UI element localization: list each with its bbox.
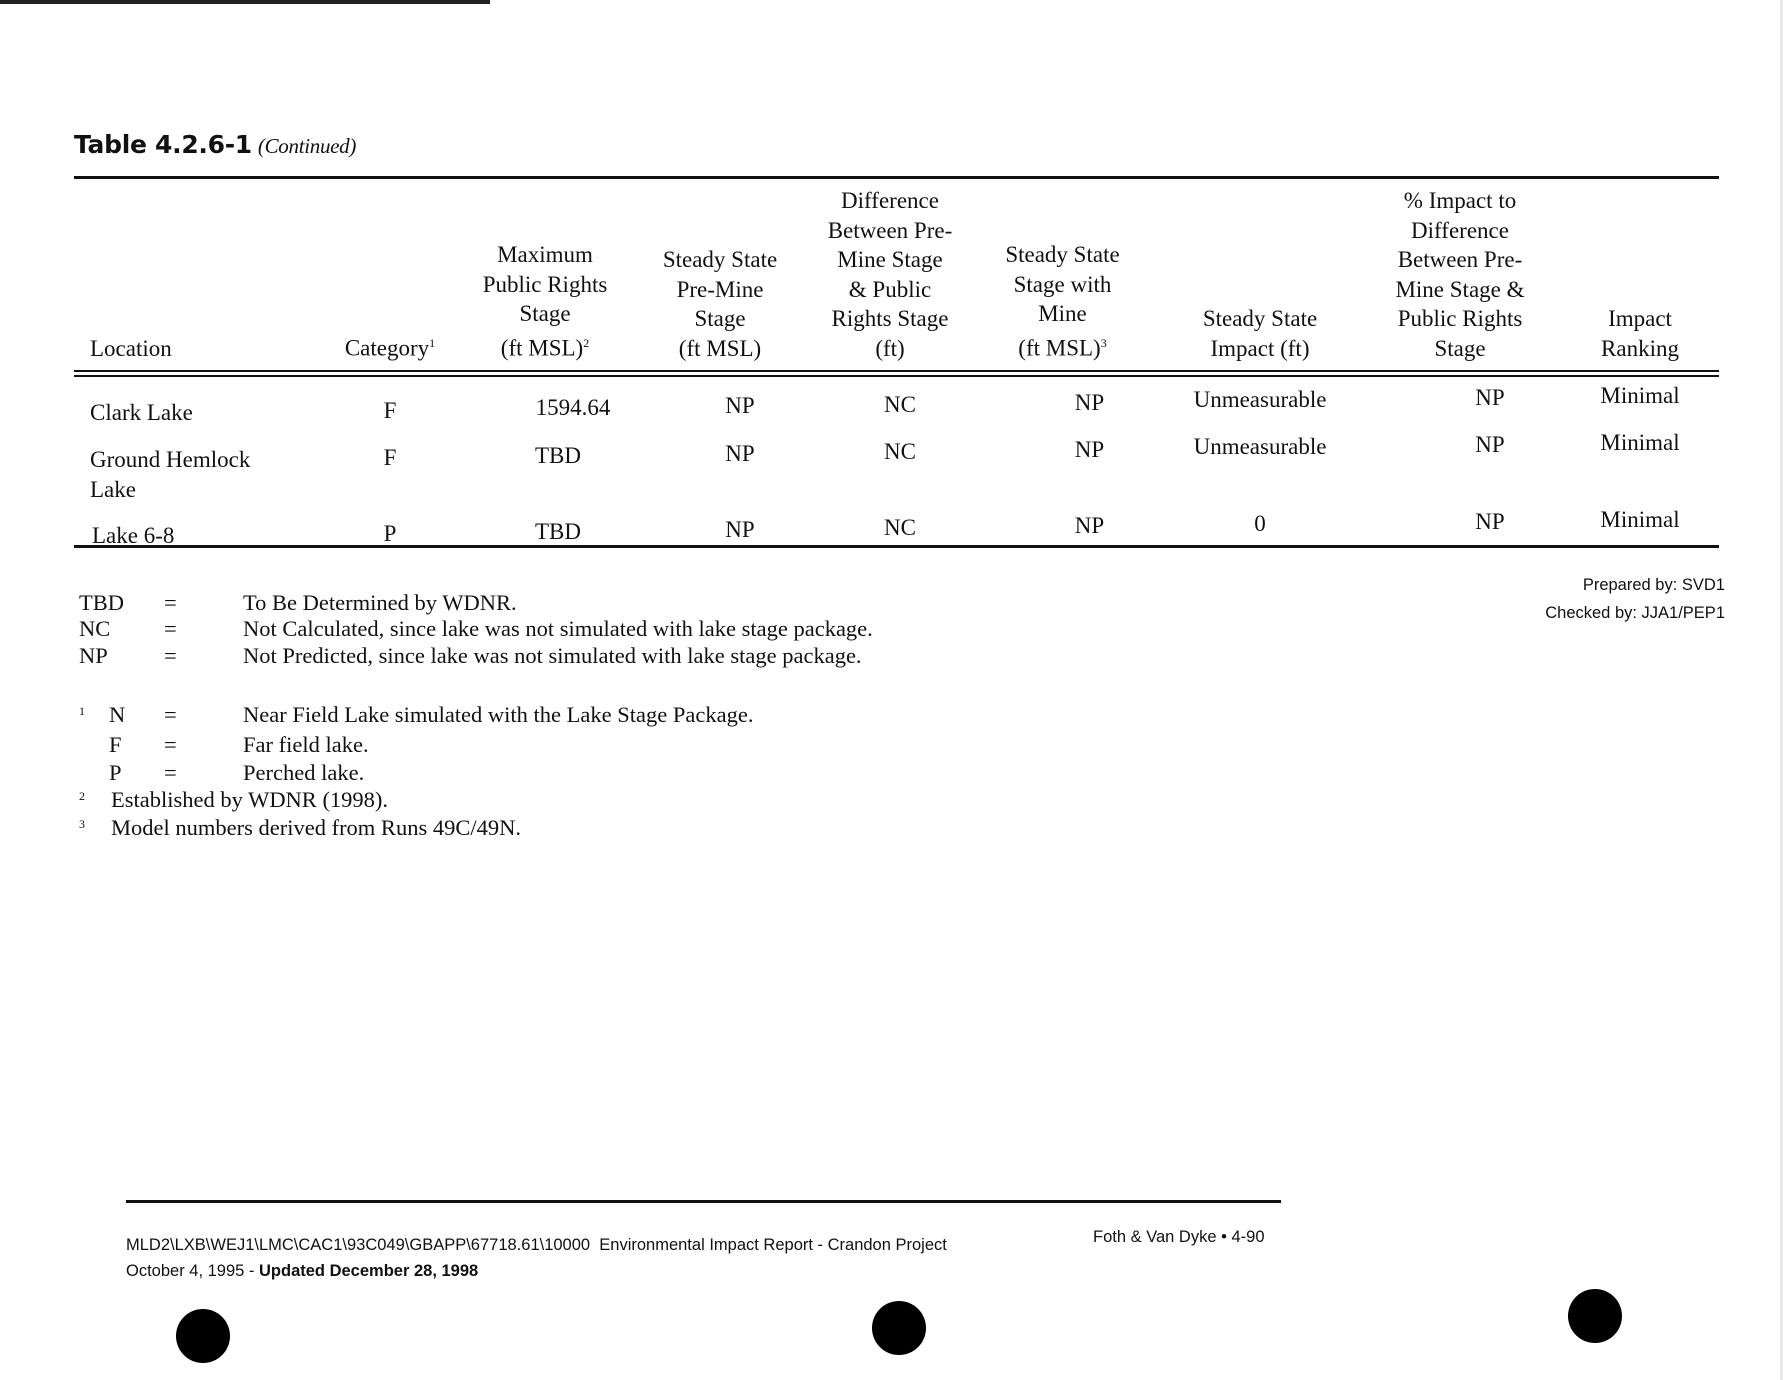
footnote-3: $^3$ Model numbers derived from Runs 49C/49N.: [79, 815, 521, 840]
footer-updated: Updated December 28, 1998: [259, 1262, 479, 1280]
header-category: Category$^1$: [344, 335, 436, 361]
footer-page: Foth & Van Dyke • 4-90: [1093, 1228, 1265, 1246]
footnote-row: P = Perched lake.: [109, 760, 365, 785]
header-rule-1: [74, 370, 1719, 372]
cell-difference: NC: [884, 392, 916, 417]
cell-difference: NC: [884, 515, 916, 540]
top-edge-mark: [0, 0, 490, 4]
cell-percent-impact: NP: [1475, 509, 1505, 534]
cell-with-mine-stage: NP: [1074, 513, 1105, 538]
checked-by: Checked by: JJA1/PEP1: [1545, 604, 1725, 622]
prepared-by: Prepared by: SVD1: [1582, 576, 1725, 594]
footnote-row: F = Far field lake.: [109, 732, 369, 757]
cell-pre-mine-stage: NP: [725, 441, 755, 466]
cell-category: P: [383, 521, 397, 546]
cell-ranking: Minimal: [1600, 383, 1680, 408]
legend-row: NC = Not Calculated, since lake was not simulated with lake stage package.: [79, 616, 873, 641]
footnote-2: $^2$ Established by WDNR (1998).: [79, 787, 389, 812]
table-top-rule: [74, 176, 1719, 179]
table-continued: (Continued): [257, 134, 357, 158]
header-rule-2: [74, 375, 1719, 377]
table-caption: [74, 130, 356, 159]
cell-with-mine-stage: NP: [1074, 390, 1105, 415]
table-title: Table 4.2.6-1: [74, 130, 252, 159]
header-max-public-rights-stage: Maximum Public Rights Stage (ft MSL)$^2$: [482, 242, 608, 361]
table-bottom-rule: [74, 545, 1719, 548]
cell-difference: NC: [884, 439, 916, 464]
header-steady-state-pre-mine: Steady State Pre-Mine Stage (ft MSL): [662, 247, 778, 361]
footnote-row: $^1$ N = Near Field Lake simulated with the Lake Stage Package.: [79, 702, 754, 727]
footer-line-2: [126, 1262, 478, 1281]
header-location: Location: [90, 335, 172, 361]
header-impact-ranking: Impact Ranking: [1601, 306, 1679, 361]
punch-hole: [1568, 1289, 1622, 1343]
cell-max-stage: TBD: [535, 443, 581, 468]
header-percent-impact: % Impact to Difference Between Pre- Mine Stage & Public Rights Stage: [1395, 188, 1525, 361]
cell-ranking: Minimal: [1600, 430, 1680, 455]
header-difference: Difference Between Pre- Mine Stage & Public Rights Stage (ft): [827, 188, 953, 361]
cell-category: F: [383, 398, 397, 423]
punch-hole: [872, 1301, 926, 1355]
footer-report: Environmental Impact Report - Crandon Project: [599, 1236, 947, 1254]
cell-location: Clark Lake: [90, 400, 193, 425]
cell-percent-impact: NP: [1475, 432, 1505, 457]
cell-impact: Unmeasurable: [1193, 387, 1327, 412]
legend-row: TBD = To Be Determined by WDNR.: [79, 590, 517, 615]
header-steady-state-with-mine: Steady State Stage with Mine (ft MSL)$^3$: [1005, 242, 1120, 361]
cell-percent-impact: NP: [1475, 385, 1505, 410]
page-number: 4-90: [1231, 1228, 1265, 1246]
header-steady-state-impact: Steady State Impact (ft): [1202, 306, 1318, 361]
cell-pre-mine-stage: NP: [725, 517, 755, 542]
cell-max-stage: 1594.64: [535, 395, 611, 420]
cell-ranking: Minimal: [1600, 507, 1680, 532]
cell-location: Lake 6-8: [92, 523, 175, 548]
cell-with-mine-stage: NP: [1074, 437, 1105, 462]
cell-max-stage: TBD: [535, 519, 581, 544]
footer-path: MLD2\LXB\WEJ1\LMC\CAC1\93C049\GBAPP\67718.61\10000: [126, 1236, 591, 1254]
cell-impact: Unmeasurable: [1193, 434, 1327, 459]
footer-line-1: [126, 1236, 947, 1255]
cell-category: F: [383, 445, 397, 470]
footer-date: October 4, 1995 -: [126, 1262, 259, 1280]
footer-rule: [126, 1200, 1281, 1203]
footer-company: Foth & Van Dyke: [1093, 1228, 1217, 1246]
cell-pre-mine-stage: NP: [725, 393, 755, 418]
cell-impact: 0: [1254, 511, 1266, 536]
legend-row: NP = Not Predicted, since lake was not simulated with lake stage package.: [79, 643, 862, 668]
cell-location: Ground Hemlock Lake: [90, 447, 251, 502]
punch-hole: [176, 1309, 230, 1363]
